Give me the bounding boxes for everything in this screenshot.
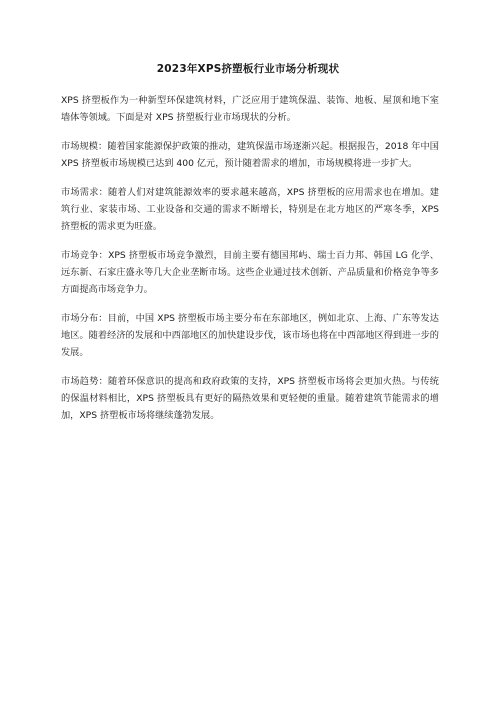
paragraph-market-size: 市场规模：随着国家能源保护政策的推动，建筑保温市场逐渐兴起。根据报告，2018 年中国 XPS 挤塑板市场规模已达到 400 亿元，预计随着需求的增加，市场规模将进一步扩大。 xyxy=(61,141,439,169)
paragraph-market-distribution: 市场分布：目前，中国 XPS 挤塑板市场主要分布在东部地区，例如北京、上海、广东等发达地区。随着经济的发展和中西部地区的加快建设步伐，该市场也将在中西部地区得到进一步的发展。 xyxy=(61,313,439,358)
paragraph-intro: XPS 挤塑板作为一种新型环保建筑材料，广泛应用于建筑保温、装饰、地板、屋顶和地下室墙体等领域。下面是对 XPS 挤塑板行业市场现状的分析。 xyxy=(61,95,439,123)
paragraph-market-competition: 市场竞争：XPS 挤塑板市场竞争激烈，目前主要有德国邦屿、瑞士百力邦、韩国 LG 化学、远东新、石家庄盛永等几大企业垄断市场。这些企业通过技术创新、产品质量和价格竞争等多方面提高市场竞争力。 xyxy=(61,250,439,295)
document-body xyxy=(61,92,439,436)
paragraph-market-demand: 市场需求：随着人们对建筑能源效率的要求越来越高，XPS 挤塑板的应用需求也在增加。建筑行业、家装市场、工业设备和交通的需求不断增长，特别是在北方地区的严寒冬季，XPS 挤塑板的需求更为旺盛。 xyxy=(61,187,439,232)
paragraph-market-trend: 市场趋势：随着环保意识的提高和政府政策的支持，XPS 挤塑板市场将会更加火热。与传统的保温材料相比，XPS 挤塑板具有更好的隔热效果和更轻便的重量。随着建筑节能需求的增加，XPS 挤塑板市场将继续蓬勃发展。 xyxy=(61,376,439,421)
document-title: 2023年XPS挤塑板行业市场分析现状 xyxy=(156,63,340,75)
